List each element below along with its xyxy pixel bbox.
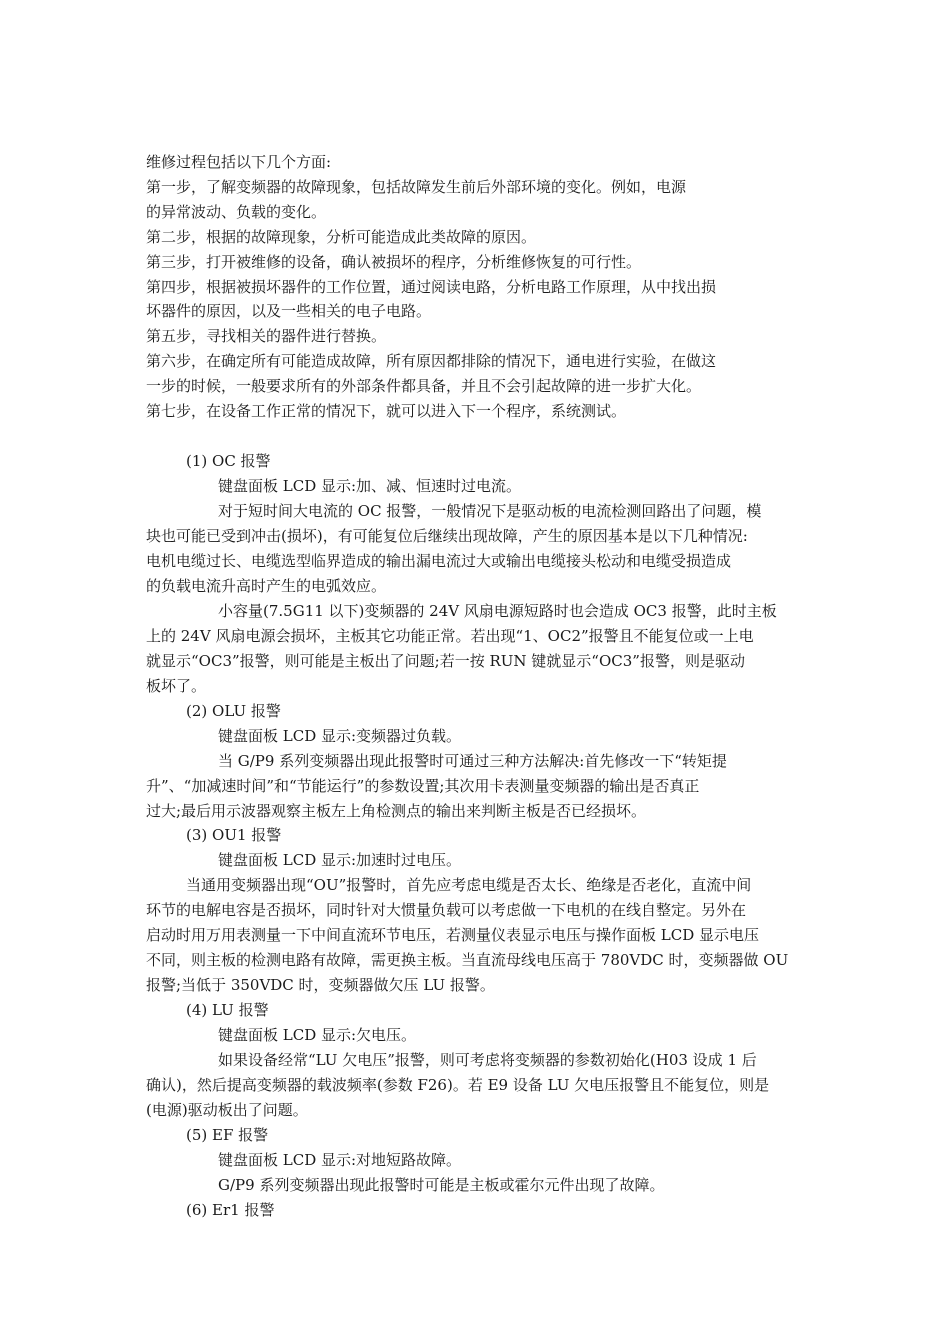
olu-alarm-heading: (2) OLU 报警 [186, 702, 281, 720]
step-1-line-2: 的异常波动、负载的变化。 [146, 203, 327, 221]
ou1-para-line1: 当通用变频器出现“OU”报警时，首先应考虑电缆是否太长、绝缘是否老化，直流中间 [186, 876, 752, 894]
step-3: 第三步，打开被维修的设备，确认被损坏的程序，分析维修恢复的可行性。 [146, 253, 642, 271]
lu-para-line1: 如果设备经常“LU 欠电压”报警，则可考虑将变频器的参数初始化(H03 设成 1 后 [218, 1051, 757, 1069]
intro-title: 维修过程包括以下几个方面: [146, 153, 332, 171]
oc-para1-line4: 的负载电流升高时产生的电弧效应。 [146, 577, 387, 595]
olu-para-line3: 过大;最后用示波器观察主板左上角检测点的输出来判断主板是否已经损坏。 [146, 802, 647, 820]
oc-para2-line4: 板坏了。 [146, 677, 207, 695]
step-4-line-1: 第四步，根据被损坏器件的工作位置，通过阅读电路，分析电路工作原理，从中找出损 [146, 278, 717, 296]
ef-alarm-heading: (5) EF 报警 [186, 1126, 269, 1144]
oc-para2-line1: 小容量(7.5G11 以下)变频器的 24V 风扇电源短路时也会造成 OC3 报警，此时主板 [218, 602, 777, 620]
oc-alarm-heading: (1) OC 报警 [186, 452, 271, 470]
ou1-para-line5: 报警;当低于 350VDC 时，变频器做欠压 LU 报警。 [146, 976, 495, 994]
olu-para-line1: 当 G/P9 系列变频器出现此报警时可通过三种方法解决:首先修改一下“转矩提 [218, 752, 727, 770]
step-7: 第七步，在设备工作正常的情况下，就可以进入下一个程序，系统测试。 [146, 402, 627, 420]
lu-alarm-display: 键盘面板 LCD 显示:欠电压。 [218, 1026, 417, 1044]
ou1-para-line4: 不同，则主板的检测电路有故障，需更换主板。当直流母线电压高于 780VDC 时，变频器做 OU [146, 951, 789, 969]
ef-para-line1: G/P9 系列变频器出现此报警时可能是主板或霍尔元件出现了故障。 [218, 1176, 665, 1194]
oc-para1-line3: 电机电缆过长、电缆选型临界造成的输出漏电流过大或输出电缆接头松动和电缆受损造成 [146, 552, 732, 570]
olu-alarm-display: 键盘面板 LCD 显示:变频器过负载。 [218, 727, 462, 745]
oc-para2-line3: 就显示“OC3”报警，则可能是主板出了问题;若一按 RUN 键就显示“OC3”报警，则是驱动 [146, 652, 745, 670]
oc-para2-line2: 上的 24V 风扇电源会损坏，主板其它功能正常。若出现“1、OC2”报警且不能复位或一上电 [146, 627, 754, 645]
step-6-line-2: 一步的时候，一般要求所有的外部条件都具备，并且不会引起故障的进一步扩大化。 [146, 377, 702, 395]
step-1-line-1: 第一步，了解变频器的故障现象，包括故障发生前后外部环境的变化。例如，电源 [146, 178, 687, 196]
ou1-alarm-heading: (3) OU1 报警 [186, 826, 282, 844]
er1-alarm-heading: (6) Er1 报警 [186, 1201, 275, 1219]
lu-alarm-heading: (4) LU 报警 [186, 1001, 269, 1019]
olu-para-line2: 升”、“加减速时间”和“节能运行”的参数设置;其次用卡表测量变频器的输出是否真正 [146, 777, 700, 795]
step-5: 第五步，寻找相关的器件进行替换。 [146, 327, 387, 345]
step-2: 第二步，根据的故障现象，分析可能造成此类故障的原因。 [146, 228, 537, 246]
ef-alarm-display: 键盘面板 LCD 显示:对地短路故障。 [218, 1151, 462, 1169]
oc-para1-line2: 块也可能已受到冲击(损坏)，有可能复位后继续出现故障，产生的原因基本是以下几种情况: [146, 527, 748, 545]
lu-para-line3: (电源)驱动板出了问题。 [146, 1101, 308, 1119]
lu-para-line2: 确认)，然后提高变频器的载波频率(参数 F26)。若 E9 设备 LU 欠电压报警且不能复位，则是 [146, 1076, 770, 1094]
step-6-line-1: 第六步，在确定所有可能造成故障，所有原因都排除的情况下，通电进行实验，在做这 [146, 352, 717, 370]
ou1-alarm-display: 键盘面板 LCD 显示:加速时过电压。 [218, 851, 462, 869]
oc-alarm-display: 键盘面板 LCD 显示:加、减、恒速时过电流。 [218, 477, 522, 495]
step-4-line-2: 坏器件的原因，以及一些相关的电子电路。 [146, 302, 432, 320]
ou1-para-line3: 启动时用万用表测量一下中间直流环节电压，若测量仪表显示电压与操作面板 LCD 显示电压 [146, 926, 760, 944]
oc-para1-line1: 对于短时间大电流的 OC 报警，一般情况下是驱动板的电流检测回路出了问题，模 [218, 502, 762, 520]
ou1-para-line2: 环节的电解电容是否损坏，同时针对大惯量负载可以考虑做一下电机的在线自整定。另外在 [146, 901, 747, 919]
